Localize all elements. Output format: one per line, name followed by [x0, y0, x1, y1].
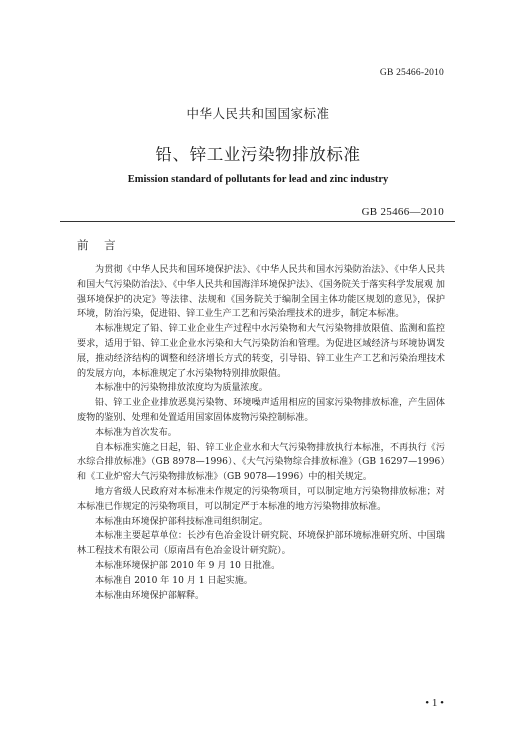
standard-number: GB 25466—2010	[361, 206, 444, 218]
foreword-paragraph: 地方省级人民政府对本标准未作规定的污染物项目，可以制定地方污染物排放标准；对本标准已作规定的污染物项目，可以制定严于本标准的地方污染物排放标准。	[77, 486, 445, 512]
foreword-paragraph: 自本标准实施之日起，铅、锌工业企业水和大气污染物排放执行本标准，不再执行《污水综合排放标准》（GB 8978—1996）、《大气污染物综合排放标准》（GB 16297—1996）和《工业炉窑大气污染物排放标准》（GB 9078—1996）中的相关规定。	[77, 442, 445, 483]
document-title-chinese: 铅、锌工业污染物排放标准	[155, 145, 361, 164]
foreword-paragraph: 本标准规定了铅、锌工业企业生产过程中水污染物和大气污染物排放限值、监测和监控要求，适用于铅、锌工业企业水污染和大气污染防治和管理。为促进区域经济与环境协调发展，推动经济结构的调整和经济增长方式的转变，引导铅、锌工业生产工艺和污染治理技术的发展方向，本标准规定了水污染物特别排放限值。	[77, 324, 445, 379]
foreword-paragraph: 本标准自 2010 年 10 月 1 日起实施。	[95, 575, 253, 586]
foreword-paragraph: 本标准中的污染物排放浓度均为质量浓度。	[95, 383, 268, 394]
foreword-paragraph: 铅、锌工业企业排放恶臭污染物、环境噪声适用相应的国家污染物排放标准，产生固体废物的鉴别、处理和处置适用国家固体废物污染控制标准。	[77, 398, 445, 423]
foreword-paragraph: 为贯彻《中华人民共和国环境保护法》、《中华人民共和国水污染防治法》、《中华人民共和国大气污染防治法》、《中华人民共和国海洋环境保护法》、《国务院关于落实科学发展观 加强环境保护的决定》等法律、法规和《国务院关于编制全国主体功能区规划的意见》，保护环境，防治污染，促进铅、锌工业生产工艺和污染治理技术的进步，制定本标准。	[77, 265, 445, 320]
foreword-heading: 前 言	[77, 238, 122, 252]
standard-type-heading: 中华人民共和国国家标准	[186, 106, 330, 121]
page-number: • 1 •	[425, 697, 444, 709]
foreword-paragraph: 本标准主要起草单位：长沙有色冶金设计研究院、环境保护部环境标准研究所、中国瑞林工程技术有限公司（原南昌有色冶金设计研究院）。	[77, 531, 445, 557]
horizontal-rule	[60, 221, 455, 222]
foreword-body	[77, 263, 445, 603]
document-code-header: GB 25466-2010	[379, 68, 444, 78]
document-title-english: Emission standard of pollutants for lead and zinc industry	[127, 174, 389, 185]
foreword-paragraph: 本标准由环境保护部解释。	[95, 590, 205, 601]
foreword-paragraph: 本标准环境保护部 2010 年 9 月 10 日批准。	[95, 560, 281, 571]
foreword-paragraph: 本标准由环境保护部科技标准司组织制定。	[95, 516, 268, 527]
foreword-paragraph: 本标准为首次发布。	[95, 427, 177, 438]
